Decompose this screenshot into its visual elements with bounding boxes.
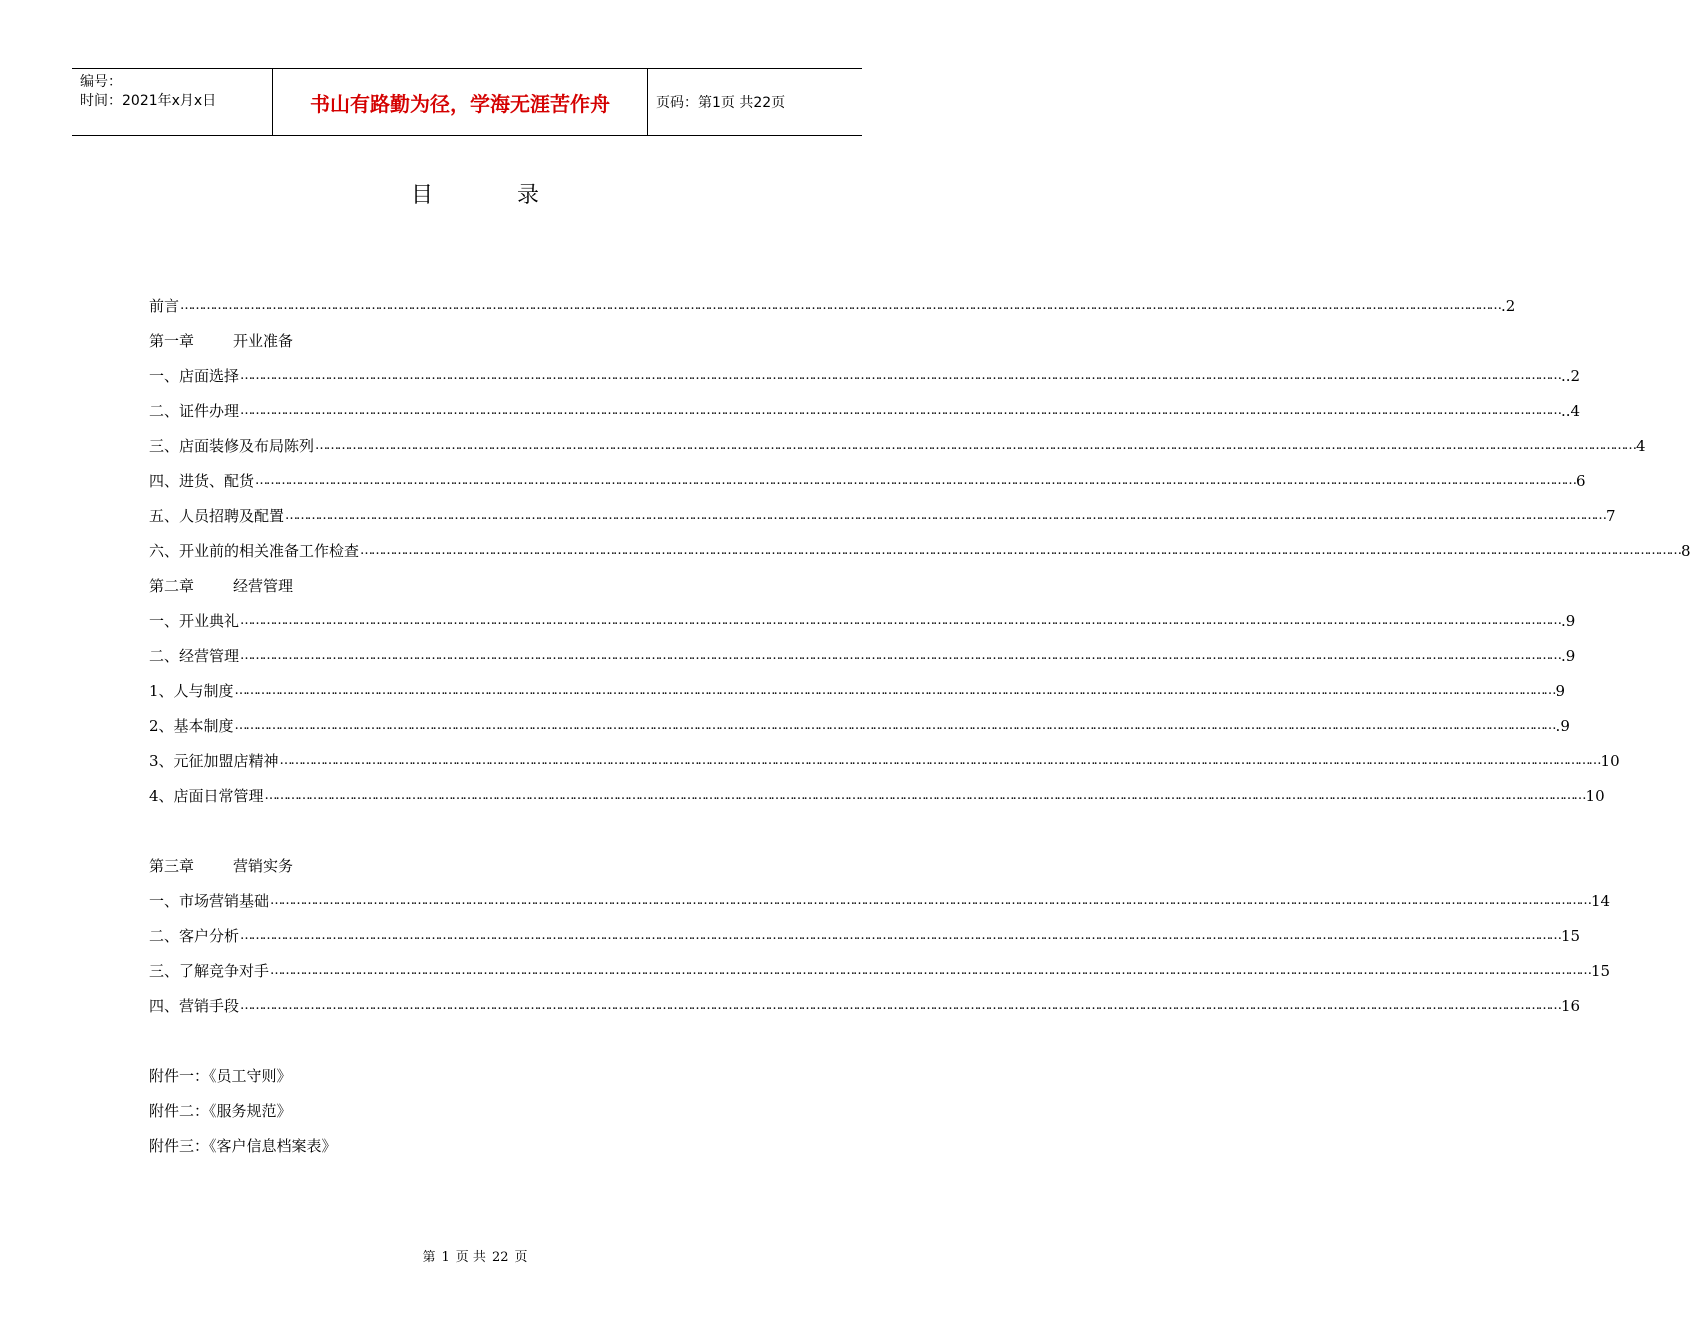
toc-leader-dots: ……………………………………………………………………………………………………………………………………………………………………………………………………………………………………………………………………………………………………………………………… [240,648,1561,663]
toc-entry [149,428,1646,463]
footer-mid: 页 共 [455,1250,486,1265]
footer-prefix: 第 [422,1250,436,1265]
toc-leader-dots: ……………………………………………………………………………………………………………………………………………………………………………………………………………………………………………………………………………………………………………………………… [264,788,1585,803]
toc-chapter-number: 第一章 [149,332,195,350]
toc-entry-page: 10 [1600,751,1620,770]
toc-chapter-title: 经营管理 [233,577,294,595]
toc-entry-title: 二、客户分析 [149,927,240,945]
toc-entry-page: .2 [1501,296,1516,315]
toc-entry [149,603,1576,638]
header-motto: 书山有路勤为径，学海无涯苦作舟 [273,69,648,135]
toc-chapter-title: 营销实务 [233,857,294,875]
toc-leader-dots: ……………………………………………………………………………………………………………………………………………………………………………………………………………………………………………………………………………………………………………………………… [240,403,1561,418]
toc-entry-page: 14 [1591,891,1611,910]
toc-entry [149,498,1616,533]
table-of-contents [149,288,1691,1163]
toc-leader-dots: ……………………………………………………………………………………………………………………………………………………………………………………………………………………………………………………………………………………………………………………………… [315,438,1636,453]
toc-entry-page: ..2 [1561,366,1581,385]
toc-leader-dots: ……………………………………………………………………………………………………………………………………………………………………………………………………………………………………………………………………………………………………………………………… [255,473,1576,488]
toc-entry-page: 4 [1636,436,1646,455]
toc-leader-dots: ……………………………………………………………………………………………………………………………………………………………………………………………………………………………………………………………………………………………………………………………… [240,928,1561,943]
toc-entry-title: 一、店面选择 [149,367,240,385]
footer-current-page: 1 [441,1250,450,1265]
toc-entry [149,358,1581,393]
page-header [72,68,862,136]
toc-entry-title: 三、店面装修及布局陈列 [149,437,315,455]
toc-entry-page: 8 [1681,541,1691,560]
toc-leader-dots: ……………………………………………………………………………………………………………………………………………………………………………………………………………………………………………………………………………………………………………………………… [270,963,1591,978]
toc-entry-title: 五、人员招聘及配置 [149,507,285,525]
toc-leader-dots: ……………………………………………………………………………………………………………………………………………………………………………………………………………………………………………………………………………………………………………………………… [360,543,1681,558]
toc-entry-page: ..4 [1561,401,1581,420]
toc-entry [149,673,1566,708]
toc-entry-title: 二、经营管理 [149,647,240,665]
footer-total-pages: 22 [491,1250,509,1265]
toc-leader-dots: ……………………………………………………………………………………………………………………………………………………………………………………………………………………………………………………………………………………………………………………………… [234,718,1555,733]
toc-entry [149,778,1605,813]
toc-entry [149,638,1576,673]
toc-leader-dots: ……………………………………………………………………………………………………………………………………………………………………………………………………………………………………………………………………………………………………………………………… [285,508,1606,523]
toc-chapter [149,323,789,358]
toc-entry-title: 3、元征加盟店精神 [149,752,279,770]
toc-entry-title: 六、开业前的相关准备工作检查 [149,542,360,560]
toc-entry [149,533,1691,568]
header-page-info: 页码：第1页 共22页 [656,95,786,111]
toc-entry [149,288,1516,323]
toc-appendix: 附件二：《服务规范》 [149,1102,292,1120]
toc-entry-title: 1、人与制度 [149,682,234,700]
toc-entry [149,1128,789,1163]
toc-entry-page: 15 [1561,926,1581,945]
time-label: 时间：2021年x月x日 [80,93,217,109]
toc-entry [149,708,1570,743]
toc-leader-dots: ……………………………………………………………………………………………………………………………………………………………………………………………………………………………………………………………………………………………………………………………… [240,613,1561,628]
toc-entry-title: 二、证件办理 [149,402,240,420]
toc-entry-page: 7 [1606,506,1616,525]
toc-leader-dots: ……………………………………………………………………………………………………………………………………………………………………………………………………………………………………………………………………………………………………………………………… [234,683,1555,698]
toc-entry-page: 9 [1555,681,1566,700]
toc-entry [149,988,1581,1023]
footer-suffix: 页 [514,1250,528,1265]
toc-leader-dots: ……………………………………………………………………………………………………………………………………………………………………………………………………………………………………………………………………………………………………………………………… [270,893,1591,908]
toc-entry [149,393,1581,428]
toc-leader-dots: ……………………………………………………………………………………………………………………………………………………………………………………………………………………………………………………………………………………………………………………………… [240,368,1561,383]
toc-leader-dots: ……………………………………………………………………………………………………………………………………………………………………………………………………………………………………………………………………………………………………………………………… [279,753,1600,768]
toc-entry [149,743,1620,778]
toc-entry-page: 6 [1576,471,1586,490]
toc-entry-page: .9 [1561,611,1576,630]
number-label: 编号： [80,74,122,90]
toc-chapter-number: 第三章 [149,857,195,875]
toc-chapter-number: 第二章 [149,577,195,595]
toc-entry [149,918,1581,953]
toc-appendix: 附件三：《客户信息档案表》 [149,1137,337,1155]
toc-chapter [149,848,789,883]
page-footer [0,1246,950,1265]
toc-entry-title: 前言 [149,297,180,315]
toc-entry-title: 四、进货、配货 [149,472,255,490]
toc-chapter [149,568,789,603]
toc-entry [149,463,1586,498]
toc-chapter-title: 开业准备 [233,332,294,350]
toc-entry-title: 四、营销手段 [149,997,240,1015]
page-title: 目录 [410,183,623,208]
header-meta [72,69,273,135]
toc-appendix: 附件一：《员工守则》 [149,1067,292,1085]
toc-entry-page: 16 [1561,996,1581,1015]
toc-entry-page: 15 [1591,961,1611,980]
toc-entry [149,1058,789,1093]
toc-entry-page: .9 [1561,646,1576,665]
toc-leader-dots: ……………………………………………………………………………………………………………………………………………………………………………………………………………………………………………………………………………………………………………………………… [180,298,1501,313]
toc-entry-title: 一、市场营销基础 [149,892,270,910]
toc-leader-dots: ……………………………………………………………………………………………………………………………………………………………………………………………………………………………………………………………………………………………………………………………… [240,998,1561,1013]
toc-entry-title: 三、了解竞争对手 [149,962,270,980]
toc-entry-title: 2、基本制度 [149,717,234,735]
toc-entry-page: 10 [1585,786,1605,805]
toc-entry-title: 4、店面日常管理 [149,787,264,805]
toc-entry-page: .9 [1555,716,1570,735]
toc-entry [149,883,1611,918]
toc-entry [149,1093,789,1128]
toc-entry [149,953,1611,988]
toc-entry-title: 一、开业典礼 [149,612,240,630]
